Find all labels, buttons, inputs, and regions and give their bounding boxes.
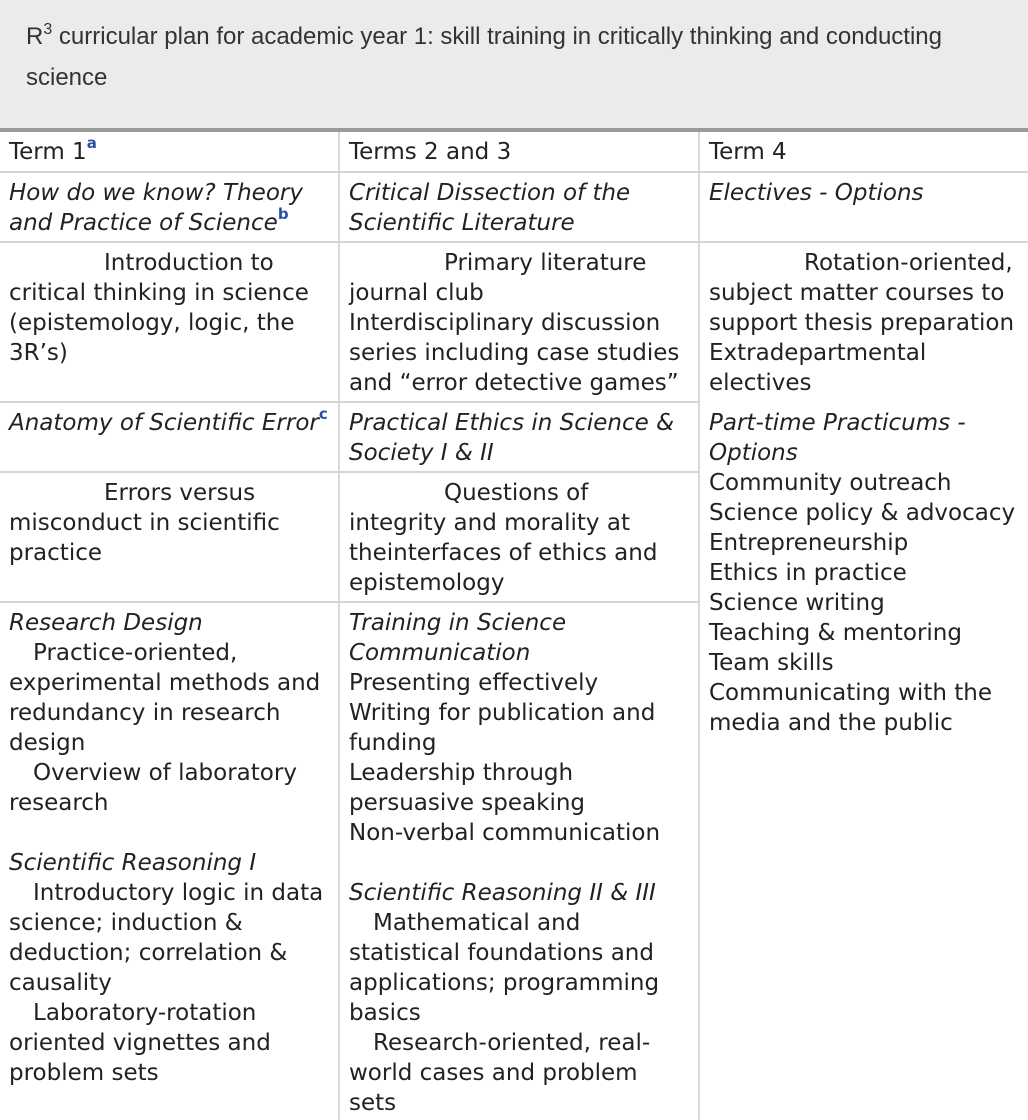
course-title-how-do-we-know: How do we know? Theory and Practice of Science$^b$ (9, 180, 303, 236)
course-block-science-communication: Training in Science Communication Presenting effectively Writing for publication and funding Leadership through persuasive speaking Non-verbal communication Scientific Reasoning II & III Mathematical and statistical foundations and applications; programming basics Research-oriented, real- world cases and problem sets (349, 610, 661, 1116)
course-title-electives: Electives - Options (709, 180, 924, 206)
course-title-scientific-reasoning-1: Scientific Reasoning I (9, 850, 257, 876)
course-block-practicums: Part-time Practicums - Options Community outreach Science policy & advocacy Entrepreneurship Ethics in practice Science writing Teaching & mentoring Team skills Communicating with the media and the public (709, 410, 1016, 736)
caption-superscript: 3 (43, 21, 53, 38)
course-block-research-design: Research Design Practice-oriented, experimental methods and redundancy in research design Overview of laboratory research Scientific Reasoning I Introductory logic in data science; induction & deduction; correlation & causality Laboratory-rotation oriented vignettes and problem sets (9, 610, 324, 1086)
column-divider-1 (338, 132, 340, 1120)
course-desc-practical-ethics: Questions of integrity and morality at theinterfaces of ethics and epistemology (349, 480, 658, 596)
course-title-practicums-2: Options (709, 440, 798, 466)
header-term-1: Term 1$^a$ (9, 134, 97, 165)
caption-line-1: curricular plan for academic year 1: skill training in critically thinking and conducting (52, 23, 942, 50)
header-terms-2-3: Terms 2 and 3 (349, 139, 512, 165)
caption-divider (0, 128, 1028, 132)
course-desc-anatomy-of-error: Errors versus misconduct in scientific practice (9, 480, 280, 566)
course-title-critical-dissection: Critical Dissection of the Scientific Literature (349, 180, 631, 236)
row-divider-2 (0, 401, 700, 403)
row-divider-3 (0, 471, 700, 473)
course-title-anatomy-of-error: Anatomy of Scientific Error$^c$ (9, 405, 328, 436)
table-caption (0, 0, 1028, 128)
course-title-scientific-reasoning-2-3: Scientific Reasoning II & III (349, 880, 656, 906)
caption-line-2: science (26, 64, 108, 91)
course-title-practicums-1: Part-time Practicums - (709, 410, 966, 436)
header-row-divider (0, 171, 1028, 173)
footnote-marker-a[interactable]: a (86, 134, 97, 152)
course-desc-critical-dissection: Primary literature journal club Interdisciplinary discussion series including case studies and “error detective games” (349, 250, 680, 396)
footnote-marker-c[interactable]: c (318, 405, 328, 423)
column-divider-2 (698, 132, 700, 1120)
course-title-practical-ethics: Practical Ethics in Science & Society I & II (349, 410, 675, 466)
row-divider-4 (0, 601, 700, 603)
course-desc-how-do-we-know: Introduction to critical thinking in science (epistemology, logic, the 3R’s) (9, 250, 309, 366)
header-term-4: Term 4 (709, 139, 787, 165)
course-title-research-design: Research Design (9, 610, 203, 636)
course-desc-electives: Rotation-oriented, subject matter courses to support thesis preparation Extradepartmental electives (709, 250, 1015, 396)
course-title-science-communication-1: Training in Science (349, 610, 567, 636)
row-divider-1 (0, 241, 1028, 243)
caption-prefix: R (26, 23, 44, 50)
footnote-marker-b[interactable]: b (277, 205, 289, 223)
course-title-science-communication-2: Communication (349, 640, 531, 666)
